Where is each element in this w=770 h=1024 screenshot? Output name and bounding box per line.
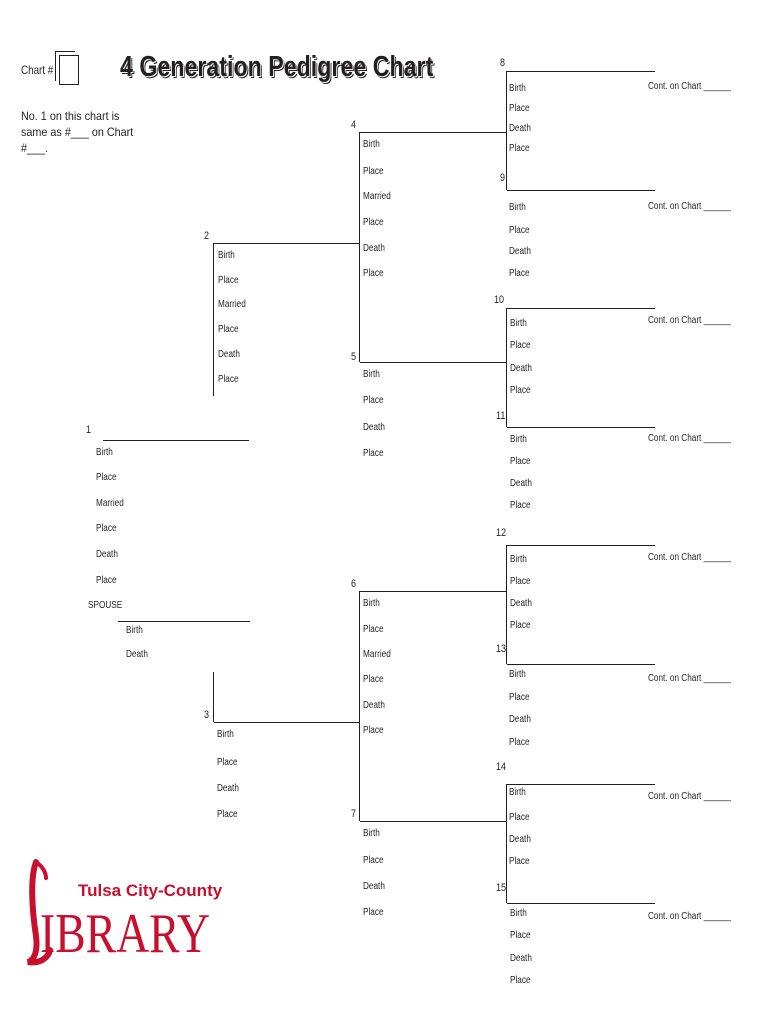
person-9-name-line[interactable] [507, 190, 655, 191]
cont-on-chart[interactable]: Cont. on Chart ______ [648, 791, 731, 802]
person-number: 3 [204, 709, 210, 721]
birth-label: Birth [509, 83, 526, 94]
cont-on-chart[interactable]: Cont. on Chart ______ [648, 201, 731, 212]
place-label: Place [509, 225, 530, 236]
person-13-name-line[interactable] [507, 664, 655, 665]
married-label: Married [218, 299, 246, 310]
connector-line [506, 71, 507, 190]
death-label: Death [363, 881, 385, 892]
person-number: 7 [351, 808, 357, 820]
connector-line [359, 591, 360, 821]
place-label: Place [509, 268, 530, 279]
cont-on-chart[interactable]: Cont. on Chart ______ [648, 315, 731, 326]
person-14-name-line[interactable] [507, 784, 655, 785]
place-label: Place [363, 448, 384, 459]
place-label: Place [96, 575, 117, 586]
page-title: 4 Generation Pedigree Chart [120, 51, 434, 83]
birth-label: Birth [509, 669, 526, 680]
logo-wordmark: IBRARY [40, 903, 210, 965]
place-label: Place [217, 809, 238, 820]
person-number: 13 [496, 643, 507, 655]
place-label: Place [510, 930, 531, 941]
place-label: Place [510, 500, 531, 511]
married-label: Married [363, 649, 391, 660]
cont-on-chart[interactable]: Cont. on Chart ______ [648, 552, 731, 563]
death-label: Death [217, 783, 239, 794]
intro-note-line: #___. [21, 141, 49, 155]
person-number: 2 [204, 230, 210, 242]
place-label: Place [363, 268, 384, 279]
place-label: Place [218, 324, 239, 335]
death-label: Death [510, 478, 532, 489]
death-label: Death [509, 123, 531, 134]
death-label: Death [509, 714, 531, 725]
person-number: 12 [496, 527, 507, 539]
birth-label: Birth [510, 908, 527, 919]
person-12-name-line[interactable] [507, 545, 655, 546]
person-6-name-line[interactable] [360, 591, 506, 592]
cont-on-chart[interactable]: Cont. on Chart ______ [648, 673, 731, 684]
place-label: Place [510, 456, 531, 467]
birth-label: Birth [509, 202, 526, 213]
intro-note-line: same as #___ on Chart [21, 125, 134, 139]
place-label: Place [509, 737, 530, 748]
place-label: Place [509, 143, 530, 154]
person-7-name-line[interactable] [360, 821, 506, 822]
birth-label: Birth [218, 250, 235, 261]
person-number: 8 [500, 57, 506, 69]
place-label: Place [509, 812, 530, 823]
death-label: Death [363, 700, 385, 711]
place-label: Place [509, 692, 530, 703]
place-label: Place [363, 907, 384, 918]
birth-label: Birth [217, 729, 234, 740]
birth-label: Birth [363, 598, 380, 609]
person-number: 5 [351, 351, 357, 363]
person-number: 6 [351, 578, 357, 590]
place-label: Place [509, 103, 530, 114]
spouse-label: SPOUSE [88, 600, 123, 611]
person-number: 14 [496, 761, 507, 773]
person-10-name-line[interactable] [507, 308, 655, 309]
person-number: 4 [351, 119, 357, 131]
person-8-name-line[interactable] [507, 71, 655, 72]
birth-label: Birth [363, 139, 380, 150]
death-label: Death [510, 598, 532, 609]
intro-note [21, 108, 133, 156]
death-label: Death [96, 549, 118, 560]
place-label: Place [218, 275, 239, 286]
birth-label: Birth [126, 625, 143, 636]
connector-line [213, 672, 214, 722]
person-number: 1 [86, 424, 92, 436]
connector-line [506, 545, 507, 664]
place-label: Place [510, 385, 531, 396]
place-label: Place [510, 620, 531, 631]
person-number: 15 [496, 882, 507, 894]
place-label: Place [510, 576, 531, 587]
cont-on-chart[interactable]: Cont. on Chart ______ [648, 911, 731, 922]
cont-on-chart[interactable]: Cont. on Chart ______ [648, 81, 731, 92]
intro-note-line: No. 1 on this chart is [21, 109, 120, 123]
person-15-name-line[interactable] [507, 903, 655, 904]
chart-number-field[interactable] [59, 55, 79, 85]
place-label: Place [363, 395, 384, 406]
death-label: Death [510, 953, 532, 964]
death-label: Death [218, 349, 240, 360]
library-logo-mark [26, 858, 223, 966]
death-label: Death [509, 834, 531, 845]
connector-line [506, 784, 507, 903]
person-4-name-line[interactable] [360, 132, 506, 133]
cont-on-chart[interactable]: Cont. on Chart ______ [648, 433, 731, 444]
connector-line [359, 132, 360, 362]
spouse-name-line[interactable] [118, 621, 250, 622]
person-number: 10 [494, 294, 505, 306]
birth-label: Birth [96, 447, 113, 458]
death-label: Death [363, 243, 385, 254]
connector-line [213, 243, 214, 396]
tulsa-library-logo [26, 858, 223, 966]
place-label: Place [96, 472, 117, 483]
birth-label: Birth [510, 318, 527, 329]
person-number: 11 [496, 410, 506, 422]
death-label: Death [363, 422, 385, 433]
birth-label: Birth [510, 554, 527, 565]
person-2-name-line[interactable] [214, 243, 360, 244]
married-label: Married [96, 498, 124, 509]
place-label: Place [217, 757, 238, 768]
place-label: Place [510, 975, 531, 986]
person-3-name-line[interactable] [214, 722, 360, 723]
birth-label: Birth [510, 434, 527, 445]
person-11-name-line[interactable] [507, 427, 655, 428]
person-5-name-line[interactable] [360, 362, 506, 363]
place-label: Place [363, 217, 384, 228]
place-label: Place [96, 523, 117, 534]
death-label: Death [126, 649, 148, 660]
death-label: Death [510, 363, 532, 374]
person-number: 9 [500, 172, 506, 184]
birth-label: Birth [509, 787, 526, 798]
place-label: Place [509, 856, 530, 867]
place-label: Place [363, 624, 384, 635]
death-label: Death [509, 246, 531, 257]
place-label: Place [510, 340, 531, 351]
place-label: Place [363, 166, 384, 177]
place-label: Place [218, 374, 239, 385]
chart-number-label: Chart # [21, 63, 54, 77]
place-label: Place [363, 725, 384, 736]
married-label: Married [363, 191, 391, 202]
place-label: Place [363, 674, 384, 685]
logo-tagline: Tulsa City-County [78, 881, 223, 900]
person-1-name-line[interactable] [103, 440, 249, 441]
connector-line [506, 308, 507, 427]
place-label: Place [363, 855, 384, 866]
birth-label: Birth [363, 828, 380, 839]
birth-label: Birth [363, 369, 380, 380]
